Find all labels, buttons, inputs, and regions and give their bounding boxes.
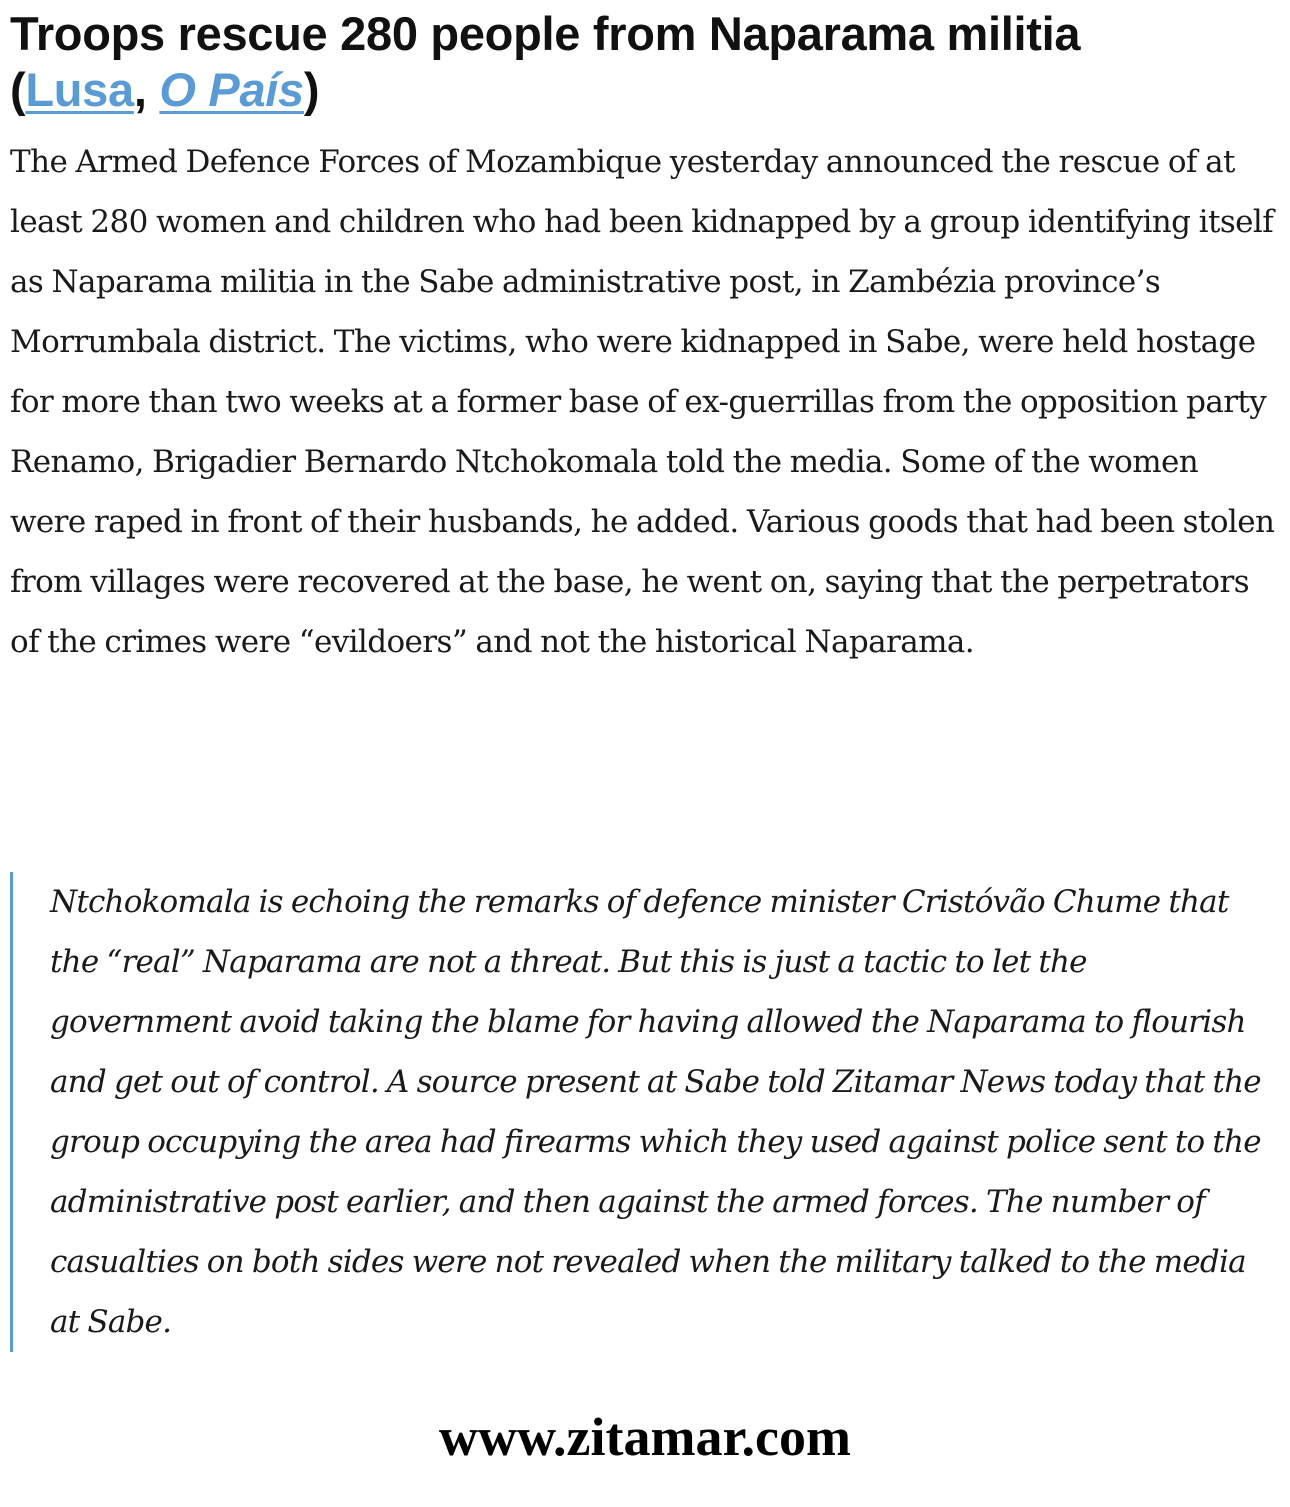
source-link-o-pais[interactable]: O País xyxy=(159,63,304,116)
article-body: The Armed Defence Forces of Mozambique yesterday announced the rescue of at least 280 women and children who had been kidnapped by a group identifying itself as Naparama militia in the Sabe administrative post, in Zambézia province’s Morrumbala district. The victims, who were kidnapped in Sabe, were held hostage for more than two weeks at a former base of ex-guerrillas from the opposition party Renamo, Brigadier Bernardo Ntchokomala told the media. Some of the women were raped in front of their husbands, he added. Various goods that had been stolen from villages were recovered at the base, he went on, saying that the perpetrators of the crimes were “evildoers” and not the historical Naparama. xyxy=(10,144,1275,660)
editorial-comment-text: Ntchokomala is echoing the remarks of defence minister Cristóvão Chume that the “real” Naparama are not a threat. But this is just a tactic to let the government avoid taking the blame for having allowed the Naparama to flourish and get out of control. A source present at Sabe told Zitamar News today that the group occupying the area had firearms which they used against police sent to the administrative post earlier, and then against the armed forces. The number of casualties on both sides were not revealed when the military talked to the media at Sabe. xyxy=(50,884,1261,1340)
source-link-lusa[interactable]: Lusa xyxy=(25,63,134,116)
editorial-comment-blockquote xyxy=(10,872,1268,1352)
article xyxy=(10,6,1278,672)
headline-open-paren: ( xyxy=(10,63,26,116)
site-watermark: www.zitamar.com xyxy=(439,1407,851,1467)
headline-close-paren: ) xyxy=(303,63,320,116)
headline xyxy=(10,6,1278,118)
headline-separator: , xyxy=(133,63,160,116)
headline-title: Troops rescue 280 people from Naparama militia xyxy=(10,7,1081,60)
